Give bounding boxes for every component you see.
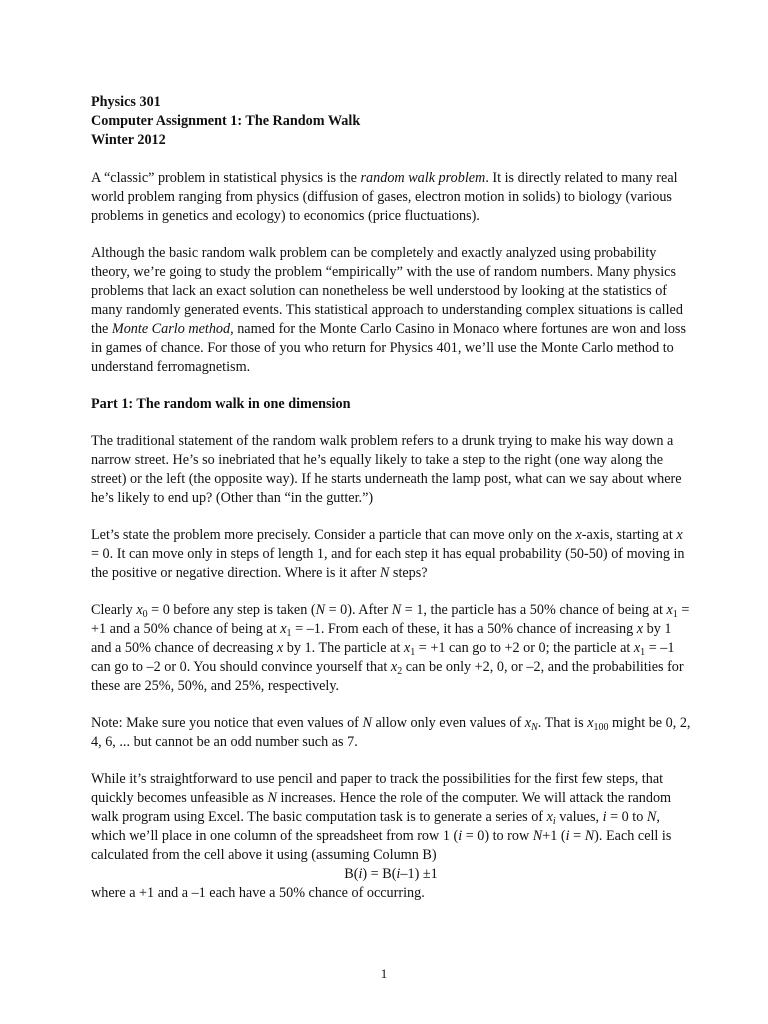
intro-paragraph-1: A “classic” problem in statistical physics is the random walk problem. It is directly related to many real world problem ranging from physics (diffusion of gases, electron motion in solids) to biology (various problems in genetics and ecology) to economics (price fluctuations). <box>91 170 678 224</box>
part1-heading: Part 1: The random walk in one dimension <box>91 396 351 412</box>
document-header <box>91 93 691 150</box>
term: Winter 2012 <box>91 132 166 148</box>
part1-paragraph-2: Let’s state the problem more precisely. Consider a particle that can move only on the x-axis, starting at x = 0. It can move only in steps of length 1, and for each step it has equal probability (50-50) of moving in the positive or negative direction. Where is it after N steps? <box>91 527 685 581</box>
equation-explanation: where a +1 and a –1 each have a 50% chance of occurring. <box>91 885 425 901</box>
document-body <box>91 93 691 921</box>
note-paragraph: Note: Make sure you notice that even values of N allow only even values of $x_N$. That is $x_{100}$ might be 0, 2, 4, 6, ... but cannot be an odd number such as 7. <box>91 715 691 750</box>
part1-paragraph-3: Clearly $x_0 = 0$ before any step is taken (N = 0). After N = 1, the particle has a 50% chance of being at $x_1 = +1$ and a 50% chance of being at $x_1 = -1$. From each of these, it has a 50% chance of increasing x by 1 and a 50% chance of decreasing x by 1. The particle at $x_1 = +1$ can go to +2 or 0; the particle at $x_1 = -1$ can go to –2 or 0. You should convince yourself that $x_2$ can be only +2, 0, or –2, and the probabilities for these are 25%, 50%, and 25%, respectively. <box>91 602 690 694</box>
assignment-title: Computer Assignment 1: The Random Walk <box>91 113 361 129</box>
course-title: Physics 301 <box>91 94 161 110</box>
part1-paragraph-1: The traditional statement of the random walk problem refers to a drunk trying to make his way down a narrow street. He’s so inebriated that he’s equally likely to take a step to the right (one way along the street) or the left (the opposite way). If he starts underneath the lamp post, what can we say about where he’s likely to end up? (Other than “in the gutter.”) <box>91 433 682 506</box>
computer-paragraph: While it’s straightforward to use pencil and paper to track the possibilities for the first few steps, that quickly becomes unfeasible as N increases. Hence the role of the computer. We will attack the random walk program using Excel. The basic computation task is to generate a series of $x_i$ values, i = 0 to N, which we’ll place in one column of the spreadsheet from row 1 (i = 0) to row N+1 (i = N). Each cell is calculated from the cell above it using (assuming Column B) <box>91 771 672 863</box>
page-number: 1 <box>380 966 388 981</box>
intro-paragraph-2: Although the basic random walk problem can be completely and exactly analyzed using probability theory, we’re going to study the problem “empirically” with the use of random numbers. Many physics problems that lack an exact solution can nonetheless be well understood by looking at the statistics of many randomly generated events. This statistical approach to understanding complex situations is called the Monte Carlo method, named for the Monte Carlo Casino in Monaco where fortunes are won and loss in games of chance. For those of you who return for Physics 401, we’ll use the Monte Carlo method to understand ferromagnetism. <box>91 245 686 375</box>
recurrence-equation: B(i) = B(i–1) ±1 <box>344 866 438 882</box>
